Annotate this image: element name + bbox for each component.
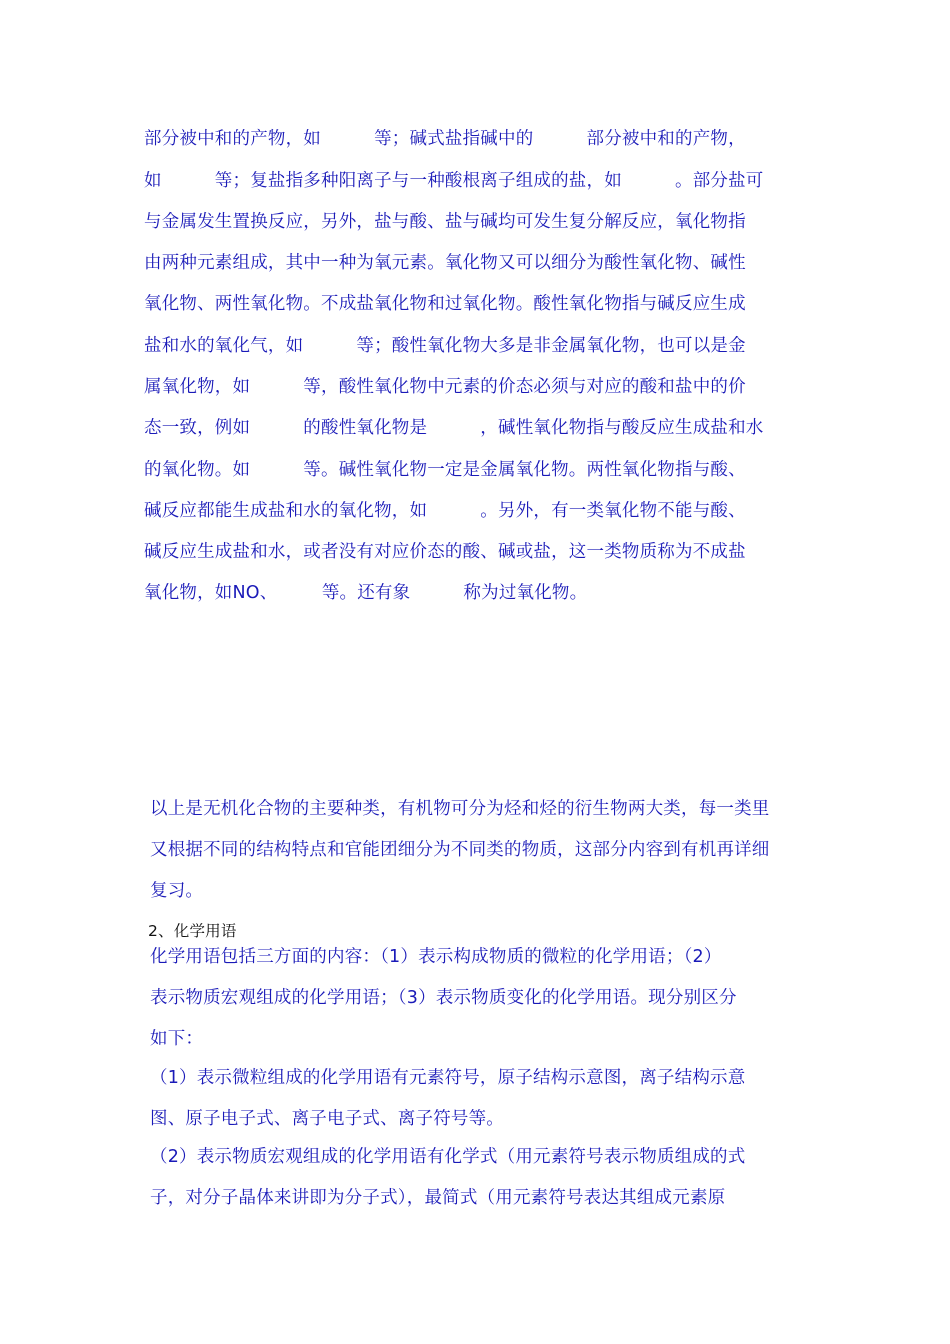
text-line: 由两种元素组成，其中一种为氧元素。氧化物又可以细分为酸性氧化物、碱性 — [144, 253, 746, 273]
text-line: 复习。 — [150, 881, 204, 901]
text-line: 表示物质宏观组成的化学用语；（3）表示物质变化的化学用语。现分别区分 — [150, 988, 737, 1008]
text-line: 部分被中和的产物，如 等；碱式盐指碱中的 部分被中和的产物， — [144, 129, 746, 149]
text-line: 又根据不同的结构特点和官能团细分为不同类的物质，这部分内容到有机再详细 — [150, 840, 770, 860]
text-line: 与金属发生置换反应，另外，盐与酸、盐与碱均可发生复分解反应，氧化物指 — [144, 212, 746, 232]
text-line: 盐和水的氧化气，如 等；酸性氧化物大多是非金属氧化物，也可以是金 — [144, 336, 746, 356]
text-line: 以上是无机化合物的主要种类，有机物可分为烃和烃的衍生物两大类，每一类里 — [150, 799, 770, 819]
text-line: 化学用语包括三方面的内容：（1）表示构成物质的微粒的化学用语；（2） — [150, 947, 722, 967]
text-line: 子，对分子晶体来讲即为分子式），最简式（用元素符号表达其组成元素原 — [150, 1188, 726, 1208]
text-line: 碱反应都能生成盐和水的氧化物，如 。另外，有一类氧化物不能与酸、 — [144, 501, 746, 521]
text-line: 碱反应生成盐和水，或者没有对应价态的酸、碱或盐，这一类物质称为不成盐 — [144, 542, 746, 562]
text-line: 如 等；复盐指多种阳离子与一种酸根离子组成的盐，如 。部分盐可 — [144, 171, 764, 191]
text-line: 的氧化物。如 等。碱性氧化物一定是金属氧化物。两性氧化物指与酸、 — [144, 460, 746, 480]
text-line: 态一致，例如 的酸性氧化物是 ，碱性氧化物指与酸反应生成盐和水 — [144, 418, 764, 438]
text-line: 氧化物，如NO、 等。还有象 称为过氧化物。 — [144, 583, 588, 603]
text-line: 氧化物、两性氧化物。不成盐氧化物和过氧化物。酸性氧化物指与碱反应生成 — [144, 294, 746, 314]
text-line: （2）表示物质宏观组成的化学用语有化学式（用元素符号表示物质组成的式 — [150, 1147, 746, 1167]
text-line: 如下： — [150, 1029, 204, 1049]
text-line: 属氧化物，如 等，酸性氧化物中元素的价态必须与对应的酸和盐中的价 — [144, 377, 746, 397]
text-line: （1）表示微粒组成的化学用语有元素符号，原子结构示意图，离子结构示意 — [150, 1068, 746, 1088]
section-heading: 2、化学用语 — [148, 922, 237, 940]
text-line: 图、原子电子式、离子电子式、离子符号等。 — [150, 1109, 504, 1129]
